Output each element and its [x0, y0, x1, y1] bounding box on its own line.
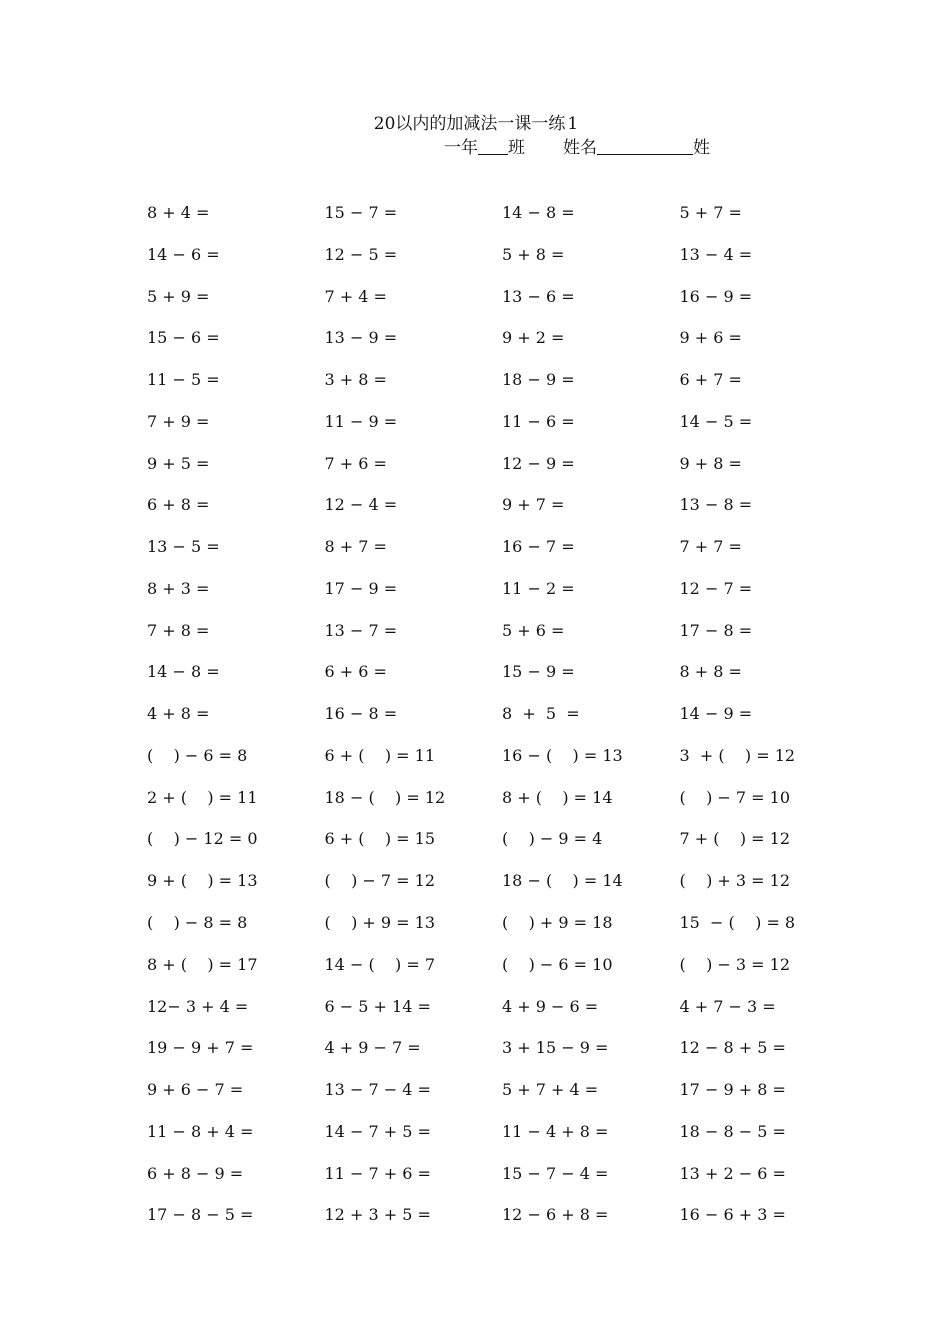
math-problem: 11 − 5 =: [147, 370, 220, 390]
problem-row: [147, 577, 857, 619]
math-problem: 9 + 6 − 7 =: [147, 1080, 244, 1100]
math-problem: 5 + 9 =: [147, 286, 210, 306]
math-problem: 14 − 5 =: [679, 411, 753, 431]
math-problem: 18 − ( ) = 14: [502, 871, 623, 891]
math-problem: 13 − 7 − 4 =: [324, 1080, 431, 1100]
problem-row: [147, 702, 857, 744]
problem-row: [147, 1162, 857, 1204]
title-number: 1: [567, 114, 579, 134]
math-problem: 11 − 7 + 6 =: [324, 1163, 431, 1183]
math-problem: 3 + 15 − 9 =: [502, 1038, 609, 1058]
math-problem: 15 − 7 =: [324, 203, 398, 222]
math-problem: ( ) − 3 = 12: [679, 954, 791, 974]
math-problem: 12 − 6 + 8 =: [502, 1205, 609, 1225]
problem-row: [147, 827, 857, 869]
math-problem: 8 + 7 =: [324, 537, 387, 557]
math-problem: 17 − 8 − 5 =: [147, 1205, 254, 1225]
class-blank[interactable]: [478, 136, 508, 155]
problem-row: [147, 535, 857, 577]
class-label: 班: [508, 138, 525, 158]
math-problem: 7 + 9 =: [147, 411, 210, 431]
math-problem: 17 − 9 + 8 =: [679, 1080, 786, 1100]
problem-row: [147, 452, 857, 494]
math-problem: 16 − 8 =: [324, 704, 398, 724]
math-problem: 12 − 5 =: [324, 244, 398, 264]
math-problem: ( ) + 3 = 12: [679, 871, 791, 891]
math-problem: 13 − 6 =: [502, 286, 575, 306]
math-problem: 7 + 8 =: [147, 620, 210, 640]
problem-row: [147, 995, 857, 1037]
math-problem: 11 − 9 =: [324, 411, 398, 431]
math-problem: 12 − 4 =: [324, 495, 398, 515]
math-problem: 8 + 8 =: [679, 662, 742, 682]
math-problem: 4 + 9 − 6 =: [502, 996, 599, 1016]
problem-row: [147, 619, 857, 661]
student-info-line: [444, 136, 710, 160]
math-problem: 11 − 4 + 8 =: [502, 1121, 609, 1141]
math-problem: 4 + 8 =: [147, 704, 210, 724]
math-problem: 5 + 7 + 4 =: [502, 1080, 599, 1100]
math-problem: 6 + 8 =: [147, 495, 210, 515]
problem-row: [147, 660, 857, 702]
math-problem: 9 + 2 =: [502, 328, 565, 348]
math-problem: 2 + ( ) = 11: [147, 787, 258, 807]
math-problem: 18 − 8 − 5 =: [679, 1121, 786, 1141]
problem-row: [147, 786, 857, 828]
math-problem: ( ) − 9 = 4: [502, 829, 603, 849]
math-problem: 17 − 8 =: [679, 620, 753, 640]
math-problem: 12 + 3 + 5 =: [324, 1205, 431, 1225]
math-problem: 6 + 6 =: [324, 662, 387, 682]
math-problem: 14 − 8 =: [147, 662, 220, 682]
math-problem: 14 − 6 =: [147, 244, 220, 264]
problem-row: [147, 911, 857, 953]
problem-row: [147, 493, 857, 535]
math-problem: 9 + 7 =: [502, 495, 565, 515]
problem-row: [147, 285, 857, 327]
math-problem: 9 + 5 =: [147, 453, 210, 473]
math-problem: 14 − 9 =: [679, 704, 753, 724]
math-problem: 15 − 7 − 4 =: [502, 1163, 609, 1183]
math-problem: 7 + 4 =: [324, 286, 387, 306]
math-problem: 12− 3 + 4 =: [147, 996, 249, 1016]
math-problem: 9 + 6 =: [679, 328, 742, 348]
math-problem: 6 + 8 − 9 =: [147, 1163, 244, 1183]
math-problem: 15 − 9 =: [502, 662, 575, 682]
math-problem: 13 − 4 =: [679, 244, 753, 264]
math-problem: 6 + ( ) = 11: [324, 745, 436, 765]
math-problem: 16 − 9 =: [679, 286, 753, 306]
math-problem: 12 − 8 + 5 =: [679, 1038, 786, 1058]
math-problem: 11 − 6 =: [502, 411, 575, 431]
math-problem: ( ) − 7 = 10: [679, 787, 791, 807]
math-problem: 5 + 8 =: [502, 244, 565, 264]
problem-row: [147, 744, 857, 786]
math-problem: 11 − 8 + 4 =: [147, 1121, 254, 1141]
math-problem: 14 − ( ) = 7: [324, 954, 436, 974]
name-blank[interactable]: [597, 136, 693, 155]
grade-label: 一年: [444, 138, 478, 158]
math-problem: 14 − 8 =: [502, 203, 575, 222]
problem-row: [147, 368, 857, 410]
problem-row: [147, 201, 857, 243]
math-problem: 16 − ( ) = 13: [502, 745, 623, 765]
math-problem: 14 − 7 + 5 =: [324, 1121, 431, 1141]
math-problem: 13 − 9 =: [324, 328, 398, 348]
problem-row: [147, 953, 857, 995]
math-problem: 16 − 7 =: [502, 537, 575, 557]
problem-row: [147, 1078, 857, 1120]
math-problem: ( ) + 9 = 18: [502, 913, 613, 933]
math-problem: 5 + 7 =: [679, 203, 742, 222]
math-problem: 13 + 2 − 6 =: [679, 1163, 786, 1183]
math-problem: 12 − 7 =: [679, 578, 753, 598]
math-problem: 6 + 7 =: [679, 370, 742, 390]
math-problem: 6 + ( ) = 15: [324, 829, 436, 849]
math-problem: 9 + ( ) = 13: [147, 871, 258, 891]
math-problem: ( ) − 12 = 0: [147, 829, 258, 849]
math-problem: 12 − 9 =: [502, 453, 575, 473]
math-problem: 11 − 2 =: [502, 578, 575, 598]
math-problem: ( ) + 9 = 13: [324, 913, 436, 933]
math-problem: 8 + 5 =: [502, 704, 580, 724]
math-problem: 7 + 7 =: [679, 537, 742, 557]
math-problem: 9 + 8 =: [679, 453, 742, 473]
math-problem: 7 + ( ) = 12: [679, 829, 791, 849]
name-suffix: 姓: [693, 138, 710, 158]
math-problem: 8 + ( ) = 17: [147, 954, 258, 974]
math-problem: ( ) − 6 = 8: [147, 745, 248, 765]
math-problem: 13 − 7 =: [324, 620, 398, 640]
math-problem: 13 − 8 =: [679, 495, 753, 515]
math-problem: 3 + 8 =: [324, 370, 387, 390]
math-problem: 8 + 4 =: [147, 203, 210, 222]
math-problem: 4 + 9 − 7 =: [324, 1038, 421, 1058]
math-problem: 16 − 6 + 3 =: [679, 1205, 786, 1225]
problem-grid: [147, 201, 857, 1245]
math-problem: 18 − 9 =: [502, 370, 575, 390]
math-problem: 8 + 3 =: [147, 578, 210, 598]
math-problem: 15 − ( ) = 8: [679, 913, 796, 933]
math-problem: 5 + 6 =: [502, 620, 565, 640]
math-problem: 4 + 7 − 3 =: [679, 996, 776, 1016]
math-problem: 8 + ( ) = 14: [502, 787, 613, 807]
math-problem: 13 − 5 =: [147, 537, 220, 557]
problem-row: [147, 326, 857, 368]
math-problem: 6 − 5 + 14 =: [324, 996, 431, 1016]
worksheet-title: [0, 112, 950, 136]
math-problem: ( ) − 6 = 10: [502, 954, 613, 974]
problem-row: [147, 869, 857, 911]
math-problem: 3 + ( ) = 12: [679, 745, 796, 765]
problem-row: [147, 243, 857, 285]
math-problem: 15 − 6 =: [147, 328, 220, 348]
math-problem: 17 − 9 =: [324, 578, 398, 598]
math-problem: ( ) − 8 = 8: [147, 913, 248, 933]
problem-row: [147, 410, 857, 452]
problem-row: [147, 1120, 857, 1162]
name-label: 姓名: [563, 138, 597, 158]
math-problem: 7 + 6 =: [324, 453, 387, 473]
title-text: 20以内的加减法一课一练: [373, 114, 566, 134]
math-problem: ( ) − 7 = 12: [324, 871, 436, 891]
math-problem: 18 − ( ) = 12: [324, 787, 446, 807]
math-problem: 19 − 9 + 7 =: [147, 1038, 254, 1058]
problem-row: [147, 1036, 857, 1078]
problem-row: [147, 1203, 857, 1245]
